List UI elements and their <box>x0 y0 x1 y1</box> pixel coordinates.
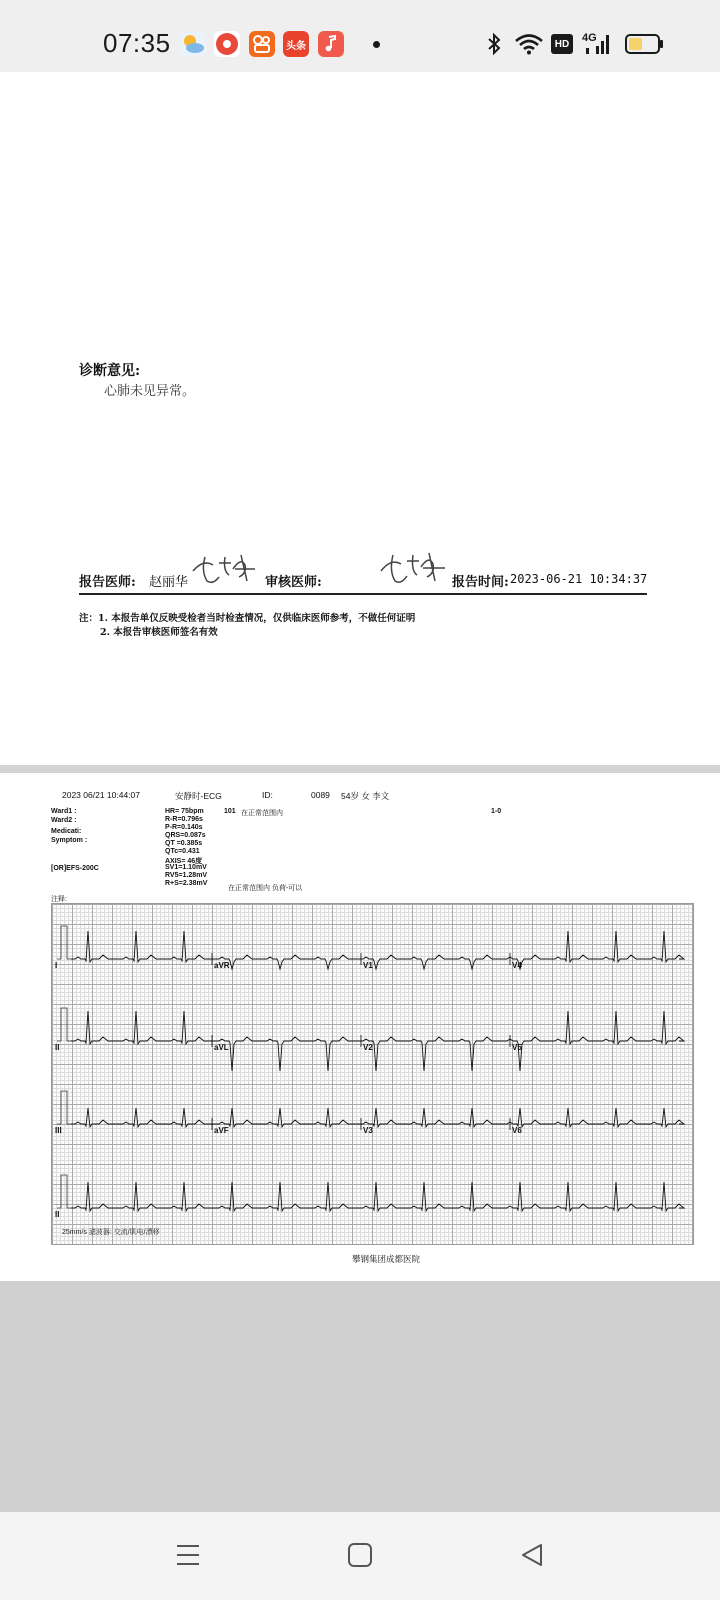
music-app-icon <box>318 31 344 57</box>
ecg-symptom: Symptom : <box>51 837 88 844</box>
wifi-icon <box>514 33 544 55</box>
ecg-patient-info: 54岁 女 李文 <box>341 791 390 801</box>
menu-icon <box>175 1542 201 1568</box>
ecg-measurement: R+S=2.38mV <box>165 880 208 887</box>
home-icon <box>347 1542 373 1568</box>
ecg-lead-label: aVL <box>214 1043 229 1052</box>
ecg-lead-label: V4 <box>512 961 522 970</box>
ecg-lead-label: I <box>55 961 58 970</box>
ecg-lead-label: aVR <box>214 961 230 970</box>
diagnosis-text: 心肺未见异常。 <box>104 384 196 399</box>
kuaishou-app-icon <box>249 31 275 57</box>
ecg-annotation-label: 注释: <box>51 896 67 903</box>
ecg-ward2: Ward2 : <box>51 817 77 824</box>
review-doctor-signature <box>377 549 449 587</box>
ecg-tracing <box>51 903 694 1245</box>
ecg-device: [OR]EFS-200C <box>51 865 99 872</box>
report-doctor-name: 赵丽华 <box>149 575 189 590</box>
ecg-id-label: ID: <box>262 790 273 800</box>
ecg-measurement: R-R=0.796s <box>165 816 203 823</box>
bluetooth-icon <box>486 32 502 56</box>
ecg-measurement: QT =0.385s <box>165 840 203 847</box>
ecg-measurement: P-R=0.140s <box>165 824 203 831</box>
note-2: 2. 本报告审核医师签名有效 <box>100 627 218 638</box>
ecg-measurement: HR= 75bpm <box>165 808 204 815</box>
signature-line <box>79 571 648 591</box>
ecg-lead-label: V5 <box>512 1043 522 1052</box>
ecg-medication: Medicati: <box>51 828 82 835</box>
ecg-lead-label: V2 <box>363 1043 373 1052</box>
back-icon <box>519 1542 545 1568</box>
navigation-bar <box>0 1512 720 1600</box>
red-circle-app-icon <box>214 31 240 57</box>
page-separator <box>0 765 720 773</box>
ecg-page-code: 1-0 <box>491 808 502 815</box>
ecg-measurement: AXIS= 46度 <box>165 858 203 865</box>
signal-4g-icon <box>582 30 614 56</box>
ecg-datetime: 2023 06/21 10:44:07 <box>62 790 140 800</box>
ecg-measurement: QRS=0.087s <box>165 832 206 839</box>
ecg-measurement: RV5=1.28mV <box>165 872 208 879</box>
report-time-label: 报告时间: <box>452 575 509 590</box>
ecg-lead-label: V1 <box>363 961 373 970</box>
svg-text:4G: 4G <box>582 32 597 44</box>
ecg-page <box>0 773 720 1281</box>
notification-dot <box>373 41 380 48</box>
weather-app-icon <box>180 31 206 57</box>
ecg-measurement: QTc=0.431 <box>165 848 200 855</box>
ecg-lead-label: aVF <box>214 1126 229 1135</box>
report-time-value: 2023-06-21 10:34:37 <box>510 572 648 586</box>
ecg-exam-type: 安静时-ECG <box>175 791 222 801</box>
ecg-lead-label: III <box>55 1126 62 1135</box>
ecg-lead-label: V3 <box>363 1126 373 1135</box>
ecg-lead-label: V6 <box>512 1126 522 1135</box>
review-doctor-label: 审核医师: <box>265 575 322 590</box>
ecg-summary: 在正常范围内 负荷-可以 <box>228 885 303 892</box>
ecg-ward1: Ward1 : <box>51 808 77 815</box>
ecg-speed-filter: 25mm/s 滤波器: 交流/肌电/漂移 <box>62 1229 160 1236</box>
status-clock: 07:35 <box>103 28 171 58</box>
ecg-lead-trace <box>71 1108 684 1127</box>
report-doctor-signature <box>189 551 259 587</box>
status-bar <box>0 0 720 72</box>
ecg-measurement: SV1=1.10mV <box>165 864 207 871</box>
note-1: 注：1. 本报告单仅反映受检者当时检查情况，仅供临床医师参考，不做任何证明 <box>79 613 416 624</box>
ecg-lead-label: II <box>55 1043 60 1052</box>
report-doctor-label: 报告医师: <box>79 575 136 590</box>
divider <box>79 593 647 595</box>
ecg-id-value: 0089 <box>311 790 330 800</box>
ecg-lead-trace <box>71 1182 684 1211</box>
home-button[interactable] <box>340 1538 380 1572</box>
ecg-lead-trace <box>71 931 684 969</box>
ecg-code: 101 <box>224 808 236 815</box>
calibration-pulse <box>57 1175 71 1208</box>
ecg-interpretation: 在正常范围内 <box>241 810 283 817</box>
calibration-pulse <box>57 926 71 959</box>
calibration-pulse <box>57 1008 71 1041</box>
ecg-lead-label: II <box>55 1210 60 1219</box>
hospital-name: 攀钢集团成都医院 <box>352 1255 421 1265</box>
menu-button[interactable] <box>168 1538 208 1572</box>
ecg-lead-trace <box>71 1011 684 1071</box>
toutiao-app-icon: 头条 <box>283 31 309 57</box>
battery-icon <box>625 34 665 54</box>
calibration-pulse <box>57 1091 71 1124</box>
diagnosis-title: 诊断意见: <box>79 363 141 379</box>
back-button[interactable] <box>512 1538 552 1572</box>
hd-icon: HD <box>551 34 573 54</box>
report-page <box>0 72 720 765</box>
